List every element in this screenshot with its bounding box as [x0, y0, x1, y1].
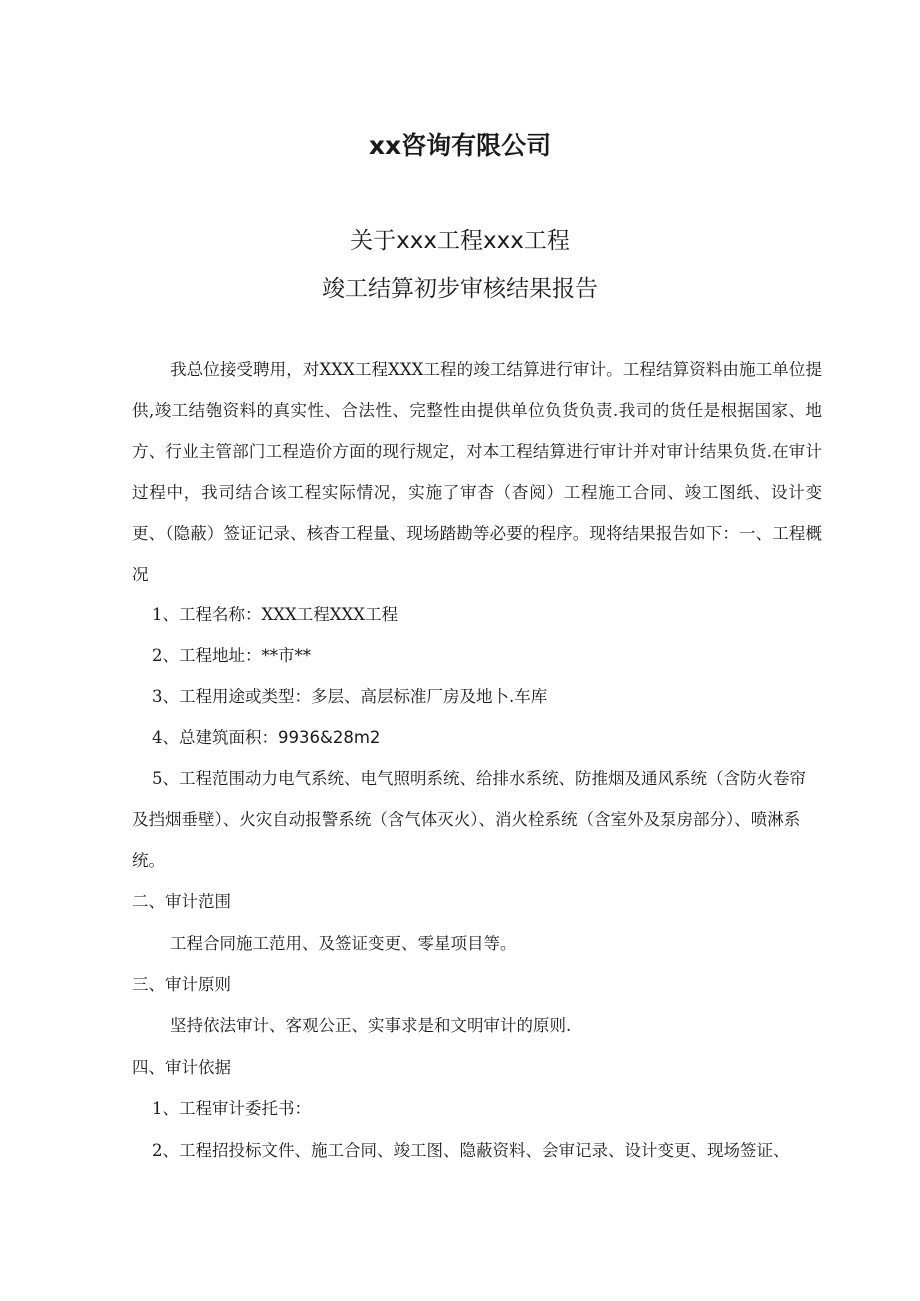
- report-title-line1: 关于xxx工程xxx工程: [350, 228, 570, 254]
- overview-item-name: 1、工程名称：XXX工程XXX工程: [152, 605, 398, 624]
- intro-paragraph: 我总位接受聘用，对XXX工程XXX工程的竣工结算进行审计。工程结算资料由施工单位提供,竣工结匏资料的真实性、合法性、完整性由提供单位负货负责.我司的货任是根据国家、地方、行业主管部门工程造价方面的现行规定，对本工程结算进行审计并对审计结果负货.在审计过程中，我司结合该工程实际情况，实施了审杳（杳阅）工程施工合同、竣工图纸、设计变更、（隐蔽）签证记录、核杳工程量、现场踏勘等必要的程序。现将结果报告如下：一、工程概况: [132, 360, 822, 584]
- overview-item-type: 3、工程用途或类型：多层、高层标准厂房及地卜.车库: [152, 687, 548, 706]
- section4-item2: 2、工程招投标文件、施工合同、竣工图、隐蔽资料、会审记录、设计变更、现场签证、: [152, 1141, 790, 1160]
- area-value: 9936&28: [278, 728, 354, 747]
- area-label: 4、总建筑面积：: [152, 728, 278, 747]
- overview-item-area: [152, 726, 380, 750]
- report-title-line2: 竣工结算初步审核结果报告: [322, 276, 598, 302]
- section2-content: 工程合同施工范用、及签证变更、零星项目等。: [170, 934, 517, 953]
- area-unit: m2: [353, 728, 381, 747]
- company-name: xx咨询有限公司: [368, 131, 552, 160]
- section3-heading: 三、审计原则: [132, 975, 231, 994]
- section4-item1: 1、工程审计委托书：: [152, 1099, 311, 1118]
- section3-content: 坚持依法审计、客观公正、实事求是和文明审计的原则.: [170, 1016, 572, 1035]
- section4-heading: 四、审计依据: [132, 1058, 231, 1077]
- section2-heading: 二、审计范围: [132, 892, 231, 911]
- overview-item-scope: 5、工程范围动力电气系统、电气照明系统、给排水系统、防推烟及通风系统（含防火卷帘及挡烟垂壁）、火灾自动报警系统（含气体灭火）、消火栓系统（含室外及泵房部分）、喷淋系统。: [132, 769, 806, 870]
- overview-item-address: 2、工程地址：**市**: [152, 646, 311, 665]
